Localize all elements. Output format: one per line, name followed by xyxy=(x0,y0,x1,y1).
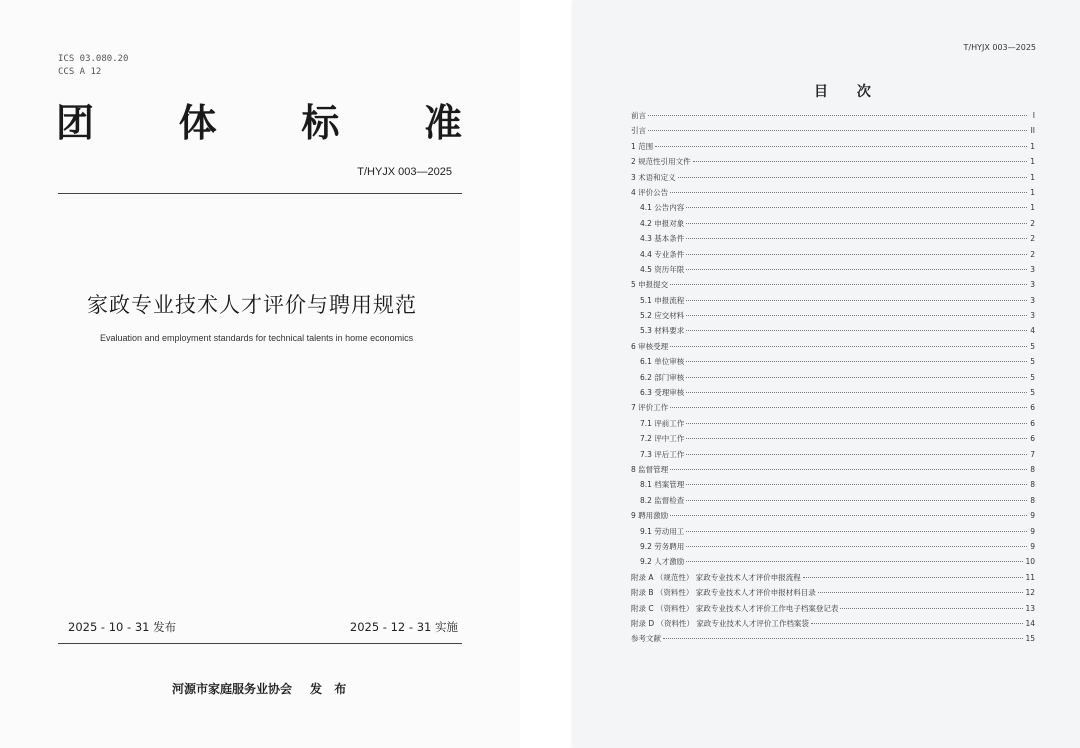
toc-leader-dots xyxy=(670,407,1027,408)
toc-entry-label: 附录 A （规范性） 家政专业技术人才评价申报流程 xyxy=(631,572,801,582)
toc-entry[interactable] xyxy=(631,464,1035,479)
toc-leader-dots xyxy=(686,207,1027,208)
toc-entry-page: 2 xyxy=(1030,249,1035,259)
toc-entry-page: 1 xyxy=(1030,187,1035,197)
toc-entry-page: 8 xyxy=(1030,480,1035,490)
toc-entry-label: 前言 xyxy=(631,111,646,120)
toc-entry-label: 9 聘用激励 xyxy=(631,511,669,521)
toc-entry[interactable] xyxy=(631,264,1035,279)
bottom-divider xyxy=(58,643,462,644)
toc-entry-page: 14 xyxy=(1025,618,1035,628)
toc-leader-dots xyxy=(686,361,1027,362)
toc-entry-label: 参考文献 xyxy=(631,634,661,644)
toc-entry[interactable] xyxy=(631,110,1035,125)
toc-entry-page: 1 xyxy=(1030,172,1035,182)
toc-entry-page: 2 xyxy=(1030,234,1035,244)
category-char: 体 xyxy=(178,101,217,145)
toc-leader-dots xyxy=(686,531,1027,532)
toc-entry[interactable] xyxy=(631,172,1035,187)
toc-entry-label: 5.3 材料要求 xyxy=(640,326,685,336)
toc-entry[interactable] xyxy=(631,526,1035,541)
toc-entry-label: 5 申报提交 xyxy=(631,280,669,290)
toc-leader-dots xyxy=(686,223,1027,224)
toc-leader-dots xyxy=(686,377,1027,378)
toc-entry-label: 4.1 公告内容 xyxy=(640,203,685,213)
ccs-code: CCS A 12 xyxy=(58,67,102,77)
toc-entry[interactable] xyxy=(631,603,1035,618)
toc-leader-dots xyxy=(818,592,1024,593)
toc-entry[interactable] xyxy=(631,572,1035,587)
toc-entry[interactable] xyxy=(631,325,1035,340)
toc-leader-dots xyxy=(693,161,1027,162)
toc-leader-dots xyxy=(686,423,1027,424)
toc-leader-dots xyxy=(840,608,1023,609)
toc-entry-page: 1 xyxy=(1030,203,1035,213)
toc-entry-label: 9.1 劳动用工 xyxy=(640,526,685,536)
toc-entry[interactable] xyxy=(631,187,1035,202)
toc-entry[interactable] xyxy=(631,233,1035,248)
toc-entry[interactable] xyxy=(631,556,1035,571)
page-gap xyxy=(520,0,574,748)
toc-entry-page: 3 xyxy=(1030,264,1035,274)
document-title-en: Evaluation and employment standards for technical talents in home economics xyxy=(100,333,414,343)
toc-entry-label: 6.2 部门审核 xyxy=(640,372,685,382)
toc-entry-label: 附录 D （资料性） 家政专业技术人才评价工作档案袋 xyxy=(631,618,809,628)
toc-leader-dots xyxy=(686,254,1027,255)
toc-entry-label: 8.2 监督检查 xyxy=(640,495,685,505)
toc-entry[interactable] xyxy=(631,402,1035,417)
toc-entry[interactable] xyxy=(631,141,1035,156)
toc-leader-dots xyxy=(811,623,1024,624)
toc-entry-page: 1 xyxy=(1030,157,1035,167)
toc-entry-label: 5.2 应交材料 xyxy=(640,311,685,321)
toc-entry-label: 4.5 资历年限 xyxy=(640,264,685,274)
toc-leader-dots xyxy=(686,238,1027,239)
toc-entry-label: 引言 xyxy=(631,126,646,136)
toc-entry[interactable] xyxy=(631,633,1035,648)
top-divider xyxy=(58,193,462,194)
toc-entry-page: 15 xyxy=(1025,634,1035,644)
toc-entry-label: 8.1 档案管理 xyxy=(640,480,685,490)
toc-entry[interactable] xyxy=(631,433,1035,448)
publish-word: 发 布 xyxy=(310,682,351,696)
toc-entry-label: 7.3 评后工作 xyxy=(640,449,685,459)
toc-entry-page: 5 xyxy=(1030,388,1035,398)
toc-leader-dots xyxy=(655,146,1027,147)
toc-entry-page: 11 xyxy=(1025,572,1035,582)
toc-leader-dots xyxy=(663,638,1023,639)
cover-page xyxy=(0,0,520,748)
toc-entry-label: 4.2 申报对象 xyxy=(640,218,685,228)
toc-entry[interactable] xyxy=(631,541,1035,556)
toc-entry-page: 5 xyxy=(1030,341,1035,351)
toc-entry[interactable] xyxy=(631,356,1035,371)
toc-leader-dots xyxy=(670,469,1027,470)
toc-leader-dots xyxy=(686,454,1027,455)
toc-leader-dots xyxy=(648,130,1027,131)
toc-leader-dots xyxy=(678,177,1027,178)
toc-entry-page: I xyxy=(1032,111,1035,120)
toc-entry-label: 4.3 基本条件 xyxy=(640,234,685,244)
toc-entry-page: 12 xyxy=(1025,588,1035,598)
toc-leader-dots xyxy=(803,577,1024,578)
implement-date: 2025 - 12 - 31 实施 xyxy=(349,620,458,634)
toc-leader-dots xyxy=(686,438,1027,439)
toc-entry-label: 1 范围 xyxy=(631,141,654,151)
toc-entry[interactable] xyxy=(631,479,1035,494)
toc-entry-label: 7.1 评前工作 xyxy=(640,418,685,428)
category-char: 准 xyxy=(423,101,462,145)
toc-entry[interactable] xyxy=(631,341,1035,356)
toc-entry-page: 7 xyxy=(1030,449,1035,459)
toc-leader-dots xyxy=(686,315,1027,316)
toc-entry-label: 9.2 劳务聘用 xyxy=(640,541,685,551)
toc-entry[interactable] xyxy=(631,510,1035,525)
toc-entry[interactable] xyxy=(631,587,1035,602)
toc-entry-page: II xyxy=(1030,126,1035,136)
toc-entry[interactable] xyxy=(631,295,1035,310)
toc-entry-page: 5 xyxy=(1030,357,1035,367)
toc-entry-page: 9 xyxy=(1030,511,1035,521)
toc-entry-label: 3 术语和定义 xyxy=(631,172,676,182)
category-char: 团 xyxy=(56,101,95,145)
toc-entry-page: 2 xyxy=(1030,218,1035,228)
toc-entry-label: 附录 C （资料性） 家政专业技术人才评价工作电子档案登记表 xyxy=(631,603,839,613)
toc-entry-page: 9 xyxy=(1030,541,1035,551)
toc-entry-page: 3 xyxy=(1030,295,1035,305)
toc-entry[interactable] xyxy=(631,249,1035,264)
toc-entry[interactable] xyxy=(631,495,1035,510)
toc-entry[interactable] xyxy=(631,449,1035,464)
toc-entry[interactable] xyxy=(631,418,1035,433)
toc-entry-label: 6.1 单位审核 xyxy=(640,357,685,367)
toc-entry-page: 6 xyxy=(1030,434,1035,444)
toc-leader-dots xyxy=(686,330,1027,331)
toc-leader-dots xyxy=(670,346,1027,347)
toc-entry[interactable] xyxy=(631,156,1035,171)
toc-entry[interactable] xyxy=(631,279,1035,294)
toc-leader-dots xyxy=(686,392,1027,393)
toc-leader-dots xyxy=(670,192,1027,193)
toc-leader-dots xyxy=(686,300,1027,301)
toc-entry-label: 2 规范性引用文件 xyxy=(631,157,691,167)
toc-entry-label: 7.2 评中工作 xyxy=(640,434,685,444)
toc-leader-dots xyxy=(686,500,1027,501)
toc-entry-page: 4 xyxy=(1030,326,1035,336)
toc-entry-page: 8 xyxy=(1030,464,1035,474)
toc-entry-label: 5.1 申报流程 xyxy=(640,295,685,305)
toc-entry-label: 7 评价工作 xyxy=(631,403,669,413)
toc-entry[interactable] xyxy=(631,372,1035,387)
standard-number: T/HYJX 003—2025 xyxy=(357,166,452,178)
toc-entry-label: 6 审核受理 xyxy=(631,341,669,351)
toc-list xyxy=(631,110,1035,649)
classification-codes xyxy=(58,53,128,79)
toc-leader-dots xyxy=(670,515,1027,516)
toc-entry-label: 4 评价公告 xyxy=(631,187,669,197)
toc-entry-label: 8 监督管理 xyxy=(631,464,669,474)
publisher-line xyxy=(172,680,350,697)
toc-entry-label: 4.4 专业条件 xyxy=(640,249,685,259)
toc-entry[interactable] xyxy=(631,387,1035,402)
toc-entry[interactable] xyxy=(631,125,1035,140)
toc-leader-dots xyxy=(670,284,1027,285)
table-of-contents-page xyxy=(574,0,1080,748)
toc-entry-page: 5 xyxy=(1030,372,1035,382)
document-title-cn: 家政专业技术人才评价与聘用规范 xyxy=(87,293,417,317)
toc-entry-page: 1 xyxy=(1030,141,1035,151)
toc-leader-dots xyxy=(686,269,1027,270)
standard-category-title xyxy=(56,92,462,147)
toc-leader-dots xyxy=(686,484,1027,485)
toc-entry-label: 9.2 人才激励 xyxy=(640,557,685,567)
publish-date: 2025 - 10 - 31 发布 xyxy=(68,620,177,634)
toc-entry-label: 附录 B （资料性） 家政专业技术人才评价申报材料目录 xyxy=(631,588,816,598)
publisher-name: 河源市家庭服务业协会 xyxy=(172,682,293,696)
toc-entry-page: 13 xyxy=(1025,603,1035,613)
ics-code: ICS 03.080.20 xyxy=(58,54,129,64)
toc-entry[interactable] xyxy=(631,618,1035,633)
toc-entry-page: 6 xyxy=(1030,418,1035,428)
toc-leader-dots xyxy=(648,115,1027,116)
toc-entry-page: 10 xyxy=(1025,557,1035,567)
header-standard-number: T/HYJX 003—2025 xyxy=(963,43,1036,52)
toc-leader-dots xyxy=(686,561,1023,562)
toc-entry-page: 9 xyxy=(1030,526,1035,536)
toc-heading: 目 次 xyxy=(814,84,883,100)
toc-entry-page: 3 xyxy=(1030,280,1035,290)
toc-entry[interactable] xyxy=(631,218,1035,233)
category-char: 标 xyxy=(301,101,340,145)
toc-entry-page: 3 xyxy=(1030,311,1035,321)
toc-entry-label: 6.3 受理审核 xyxy=(640,388,685,398)
toc-entry-page: 6 xyxy=(1030,403,1035,413)
toc-leader-dots xyxy=(686,546,1027,547)
toc-entry-page: 8 xyxy=(1030,495,1035,505)
toc-entry[interactable] xyxy=(631,310,1035,325)
toc-entry[interactable] xyxy=(631,202,1035,217)
